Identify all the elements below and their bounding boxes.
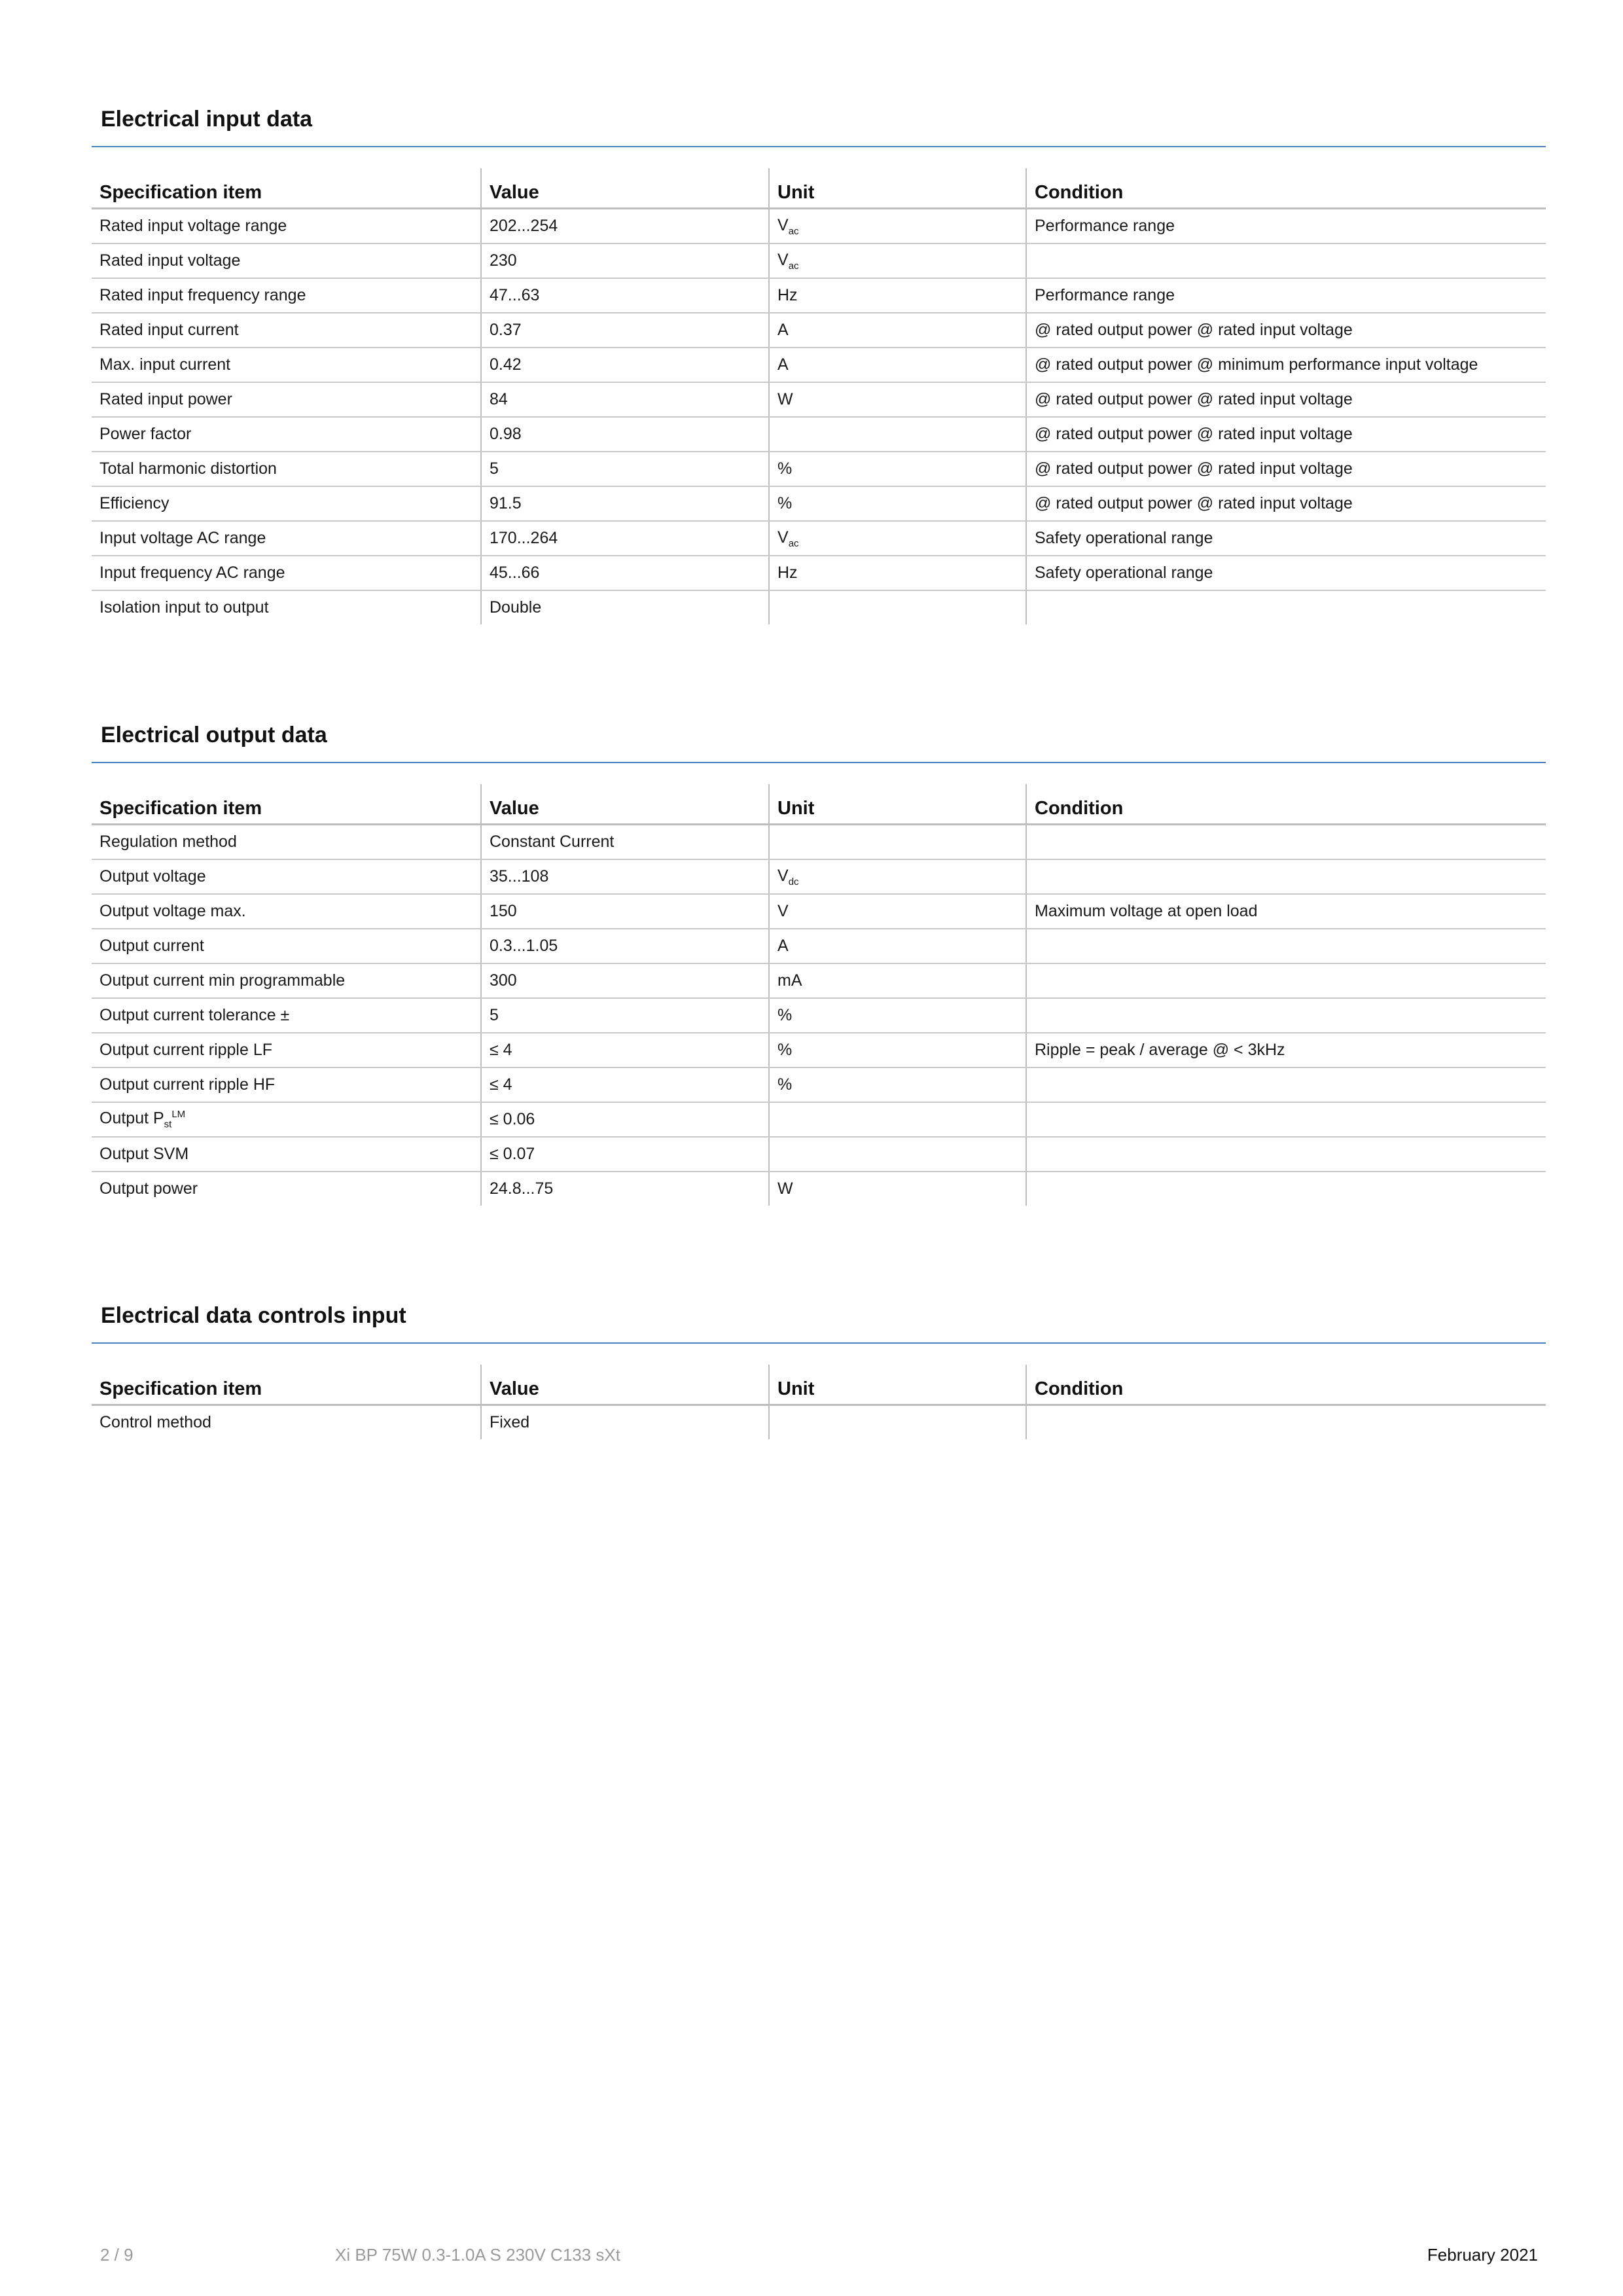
cell-spec-item-text: Power factor [99, 425, 192, 443]
cell-spec-item-text: Output current ripple LF [99, 1041, 273, 1059]
cell-value [481, 1033, 769, 1067]
footer-page-number: 2 / 9 [100, 2245, 134, 2265]
cell-spec-item [92, 963, 481, 998]
cell-spec-item-subscript: st [164, 1119, 172, 1130]
section-title: Electrical output data [92, 717, 1546, 763]
cell-unit [769, 1067, 1026, 1102]
cell-unit [769, 1102, 1026, 1137]
cell-spec-item-text: Output voltage [99, 867, 206, 886]
cell-value-text: 0.37 [490, 321, 522, 339]
cell-spec-item [92, 382, 481, 417]
cell-value [481, 1102, 769, 1137]
cell-value-text: Fixed [490, 1413, 530, 1431]
cell-spec-item [92, 590, 481, 624]
cell-value [481, 452, 769, 486]
cell-spec-item [92, 209, 481, 244]
cell-value [481, 209, 769, 244]
cell-condition [1026, 963, 1546, 998]
cell-value [481, 998, 769, 1033]
cell-condition-text: @ rated output power @ rated input voltage [1035, 321, 1353, 339]
cell-unit [769, 1172, 1026, 1206]
cell-value-text: ≤ 4 [490, 1075, 512, 1094]
cell-condition [1026, 243, 1546, 278]
cell-value-text: ≤ 4 [490, 1041, 512, 1059]
header-specification-item: Specification item [92, 1365, 481, 1405]
table-header-row [92, 784, 1546, 825]
cell-spec-item [92, 859, 481, 894]
cell-spec-item-text: Control method [99, 1413, 211, 1431]
cell-spec-item-text: Output current [99, 937, 204, 955]
cell-value [481, 556, 769, 590]
cell-value [481, 894, 769, 929]
cell-spec-item-text: Rated input current [99, 321, 239, 339]
cell-spec-item [92, 348, 481, 382]
header-condition: Condition [1026, 168, 1546, 209]
spec-table [92, 1365, 1546, 1439]
cell-unit [769, 825, 1026, 860]
cell-value-text: 150 [490, 902, 517, 920]
cell-spec-item [92, 825, 481, 860]
header-unit: Unit [769, 1365, 1026, 1405]
cell-value-text: 300 [490, 971, 517, 990]
cell-condition-text: @ rated output power @ rated input voltage [1035, 390, 1353, 408]
cell-unit [769, 963, 1026, 998]
cell-value-text: 35...108 [490, 867, 549, 886]
section-title: Electrical input data [92, 101, 1546, 147]
cell-unit-text: W [777, 1179, 793, 1198]
cell-unit-text: % [777, 459, 793, 478]
cell-value-text: 24.8...75 [490, 1179, 554, 1198]
cell-spec-item [92, 556, 481, 590]
cell-condition [1026, 929, 1546, 963]
cell-unit-text: V [777, 866, 789, 885]
cell-value [481, 929, 769, 963]
cell-value [481, 1172, 769, 1206]
table-row [92, 1405, 1546, 1440]
cell-value [481, 1137, 769, 1172]
table-row [92, 313, 1546, 348]
cell-spec-item [92, 452, 481, 486]
cell-value-text: 45...66 [490, 564, 540, 582]
cell-spec-item [92, 278, 481, 313]
cell-condition [1026, 1405, 1546, 1440]
cell-condition [1026, 1102, 1546, 1137]
cell-unit [769, 452, 1026, 486]
cell-value-text: 170...264 [490, 529, 558, 547]
cell-condition [1026, 348, 1546, 382]
cell-spec-item-text: Output current min programmable [99, 971, 346, 990]
section-electrical-input-data [92, 101, 1546, 624]
cell-spec-item-text: Input frequency AC range [99, 564, 285, 582]
cell-unit-subscript: ac [788, 260, 799, 272]
cell-spec-item [92, 417, 481, 452]
table-row [92, 1137, 1546, 1172]
cell-value [481, 348, 769, 382]
cell-condition [1026, 590, 1546, 624]
cell-value [481, 486, 769, 521]
header-unit: Unit [769, 784, 1026, 825]
cell-condition [1026, 556, 1546, 590]
cell-value-text: 91.5 [490, 494, 522, 512]
table-row [92, 382, 1546, 417]
cell-condition [1026, 859, 1546, 894]
cell-spec-item [92, 1067, 481, 1102]
cell-spec-item [92, 313, 481, 348]
cell-condition-text: Performance range [1035, 286, 1175, 304]
cell-unit [769, 556, 1026, 590]
cell-unit [769, 1033, 1026, 1067]
table-row [92, 894, 1546, 929]
header-specification-item: Specification item [92, 784, 481, 825]
cell-spec-item-text: Output P [99, 1109, 164, 1128]
cell-unit [769, 486, 1026, 521]
cell-value [481, 521, 769, 556]
cell-condition [1026, 278, 1546, 313]
table-row [92, 1033, 1546, 1067]
table-row [92, 243, 1546, 278]
cell-condition-text: Maximum voltage at open load [1035, 902, 1258, 920]
cell-spec-item-text: Rated input voltage range [99, 217, 287, 235]
cell-value-text: ≤ 0.06 [490, 1110, 535, 1128]
table-row [92, 1102, 1546, 1137]
footer-date: February 2021 [1427, 2245, 1538, 2265]
cell-unit-text: % [777, 1041, 793, 1059]
cell-spec-item-text: Output SVM [99, 1145, 189, 1163]
cell-spec-item [92, 1033, 481, 1067]
cell-spec-item-text: Rated input frequency range [99, 286, 306, 304]
cell-condition [1026, 452, 1546, 486]
cell-spec-item-text: Rated input voltage [99, 251, 241, 270]
cell-condition-text: @ rated output power @ rated input voltage [1035, 425, 1353, 443]
cell-unit [769, 1137, 1026, 1172]
cell-spec-item-text: Input voltage AC range [99, 529, 266, 547]
cell-value [481, 417, 769, 452]
table-row [92, 859, 1546, 894]
cell-unit [769, 313, 1026, 348]
cell-condition [1026, 894, 1546, 929]
cell-value [481, 859, 769, 894]
header-value: Value [481, 784, 769, 825]
cell-value-text: 202...254 [490, 217, 558, 235]
cell-value [481, 382, 769, 417]
table-row [92, 521, 1546, 556]
cell-condition [1026, 521, 1546, 556]
table-header-row [92, 168, 1546, 209]
cell-condition [1026, 1067, 1546, 1102]
cell-value [481, 313, 769, 348]
cell-spec-item-text: Rated input power [99, 390, 232, 408]
table-row [92, 1172, 1546, 1206]
cell-unit-subscript: ac [788, 225, 799, 237]
cell-condition-text: @ rated output power @ rated input voltage [1035, 459, 1353, 478]
cell-spec-item-text: Isolation input to output [99, 598, 269, 617]
cell-spec-item-text: Output power [99, 1179, 198, 1198]
cell-condition-text: Safety operational range [1035, 529, 1213, 547]
cell-value-text: Double [490, 598, 542, 617]
table-row [92, 486, 1546, 521]
cell-spec-item [92, 521, 481, 556]
cell-spec-item-text: Output voltage max. [99, 902, 246, 920]
cell-spec-item-text: Efficiency [99, 494, 169, 512]
cell-unit [769, 894, 1026, 929]
footer-product-name: Xi BP 75W 0.3-1.0A S 230V C133 sXt [335, 2245, 620, 2265]
cell-condition-text: Performance range [1035, 217, 1175, 235]
cell-spec-item-superscript: LM [171, 1109, 186, 1121]
cell-unit-subscript: dc [788, 876, 799, 888]
cell-spec-item-text: Max. input current [99, 355, 231, 374]
table-header-row [92, 1365, 1546, 1405]
cell-unit-text: Hz [777, 564, 798, 582]
header-specification-item: Specification item [92, 168, 481, 209]
cell-value [481, 590, 769, 624]
cell-unit [769, 243, 1026, 278]
header-value: Value [481, 1365, 769, 1405]
table-row [92, 556, 1546, 590]
cell-spec-item [92, 929, 481, 963]
cell-unit-text: V [777, 250, 789, 269]
cell-spec-item [92, 243, 481, 278]
cell-condition [1026, 313, 1546, 348]
cell-condition [1026, 417, 1546, 452]
cell-unit [769, 278, 1026, 313]
table-row [92, 1067, 1546, 1102]
cell-spec-item [92, 998, 481, 1033]
cell-condition [1026, 382, 1546, 417]
cell-condition [1026, 1033, 1546, 1067]
cell-condition-text: Safety operational range [1035, 564, 1213, 582]
cell-unit-text: % [777, 1075, 793, 1094]
cell-unit-text: A [777, 355, 789, 374]
cell-value [481, 243, 769, 278]
cell-spec-item [92, 1172, 481, 1206]
cell-unit [769, 348, 1026, 382]
cell-spec-item-text: Output current tolerance ± [99, 1006, 290, 1024]
cell-unit [769, 209, 1026, 244]
section-title: Electrical data controls input [92, 1298, 1546, 1344]
table-row [92, 929, 1546, 963]
cell-value-text: 230 [490, 251, 517, 270]
cell-unit [769, 382, 1026, 417]
cell-value-text: 0.42 [490, 355, 522, 374]
cell-spec-item [92, 1137, 481, 1172]
cell-unit-text: A [777, 321, 789, 339]
cell-unit [769, 998, 1026, 1033]
table-row [92, 417, 1546, 452]
cell-unit-text: W [777, 390, 793, 408]
spec-table [92, 168, 1546, 624]
cell-value-text: 5 [490, 459, 499, 478]
cell-value [481, 963, 769, 998]
table-row [92, 590, 1546, 624]
cell-value-text: Constant Current [490, 833, 615, 851]
cell-condition [1026, 825, 1546, 860]
cell-condition-text: @ rated output power @ rated input voltage [1035, 494, 1353, 512]
cell-unit-text: V [777, 215, 789, 234]
section-electrical-data-controls-input [92, 1298, 1546, 1439]
cell-unit-text: V [777, 528, 789, 547]
cell-value [481, 1405, 769, 1440]
cell-condition [1026, 998, 1546, 1033]
table-row [92, 209, 1546, 244]
cell-spec-item [92, 1405, 481, 1440]
cell-value-text: 47...63 [490, 286, 540, 304]
table-row [92, 348, 1546, 382]
header-condition: Condition [1026, 1365, 1546, 1405]
cell-value [481, 1067, 769, 1102]
cell-unit-text: % [777, 1006, 793, 1024]
cell-spec-item [92, 894, 481, 929]
cell-unit [769, 859, 1026, 894]
cell-unit [769, 417, 1026, 452]
cell-unit-text: Hz [777, 286, 798, 304]
table-row [92, 825, 1546, 860]
cell-spec-item [92, 486, 481, 521]
cell-condition-text: @ rated output power @ minimum performance input voltage [1035, 355, 1478, 374]
cell-spec-item-text: Output current ripple HF [99, 1075, 276, 1094]
cell-unit-text: V [777, 902, 789, 920]
header-unit: Unit [769, 168, 1026, 209]
cell-value-text: 0.3...1.05 [490, 937, 558, 955]
cell-condition [1026, 209, 1546, 244]
cell-condition [1026, 1172, 1546, 1206]
cell-unit [769, 1405, 1026, 1440]
cell-unit-text: % [777, 494, 793, 512]
cell-unit-text: mA [777, 971, 802, 990]
cell-unit [769, 929, 1026, 963]
header-condition: Condition [1026, 784, 1546, 825]
cell-spec-item [92, 1102, 481, 1137]
cell-condition-text: Ripple = peak / average @ < 3kHz [1035, 1041, 1285, 1059]
cell-condition [1026, 1137, 1546, 1172]
cell-value-text: ≤ 0.07 [490, 1145, 535, 1163]
table-row [92, 452, 1546, 486]
header-value: Value [481, 168, 769, 209]
cell-unit-text: A [777, 937, 789, 955]
spec-table [92, 784, 1546, 1206]
cell-value-text: 5 [490, 1006, 499, 1024]
cell-value [481, 825, 769, 860]
cell-value-text: 84 [490, 390, 508, 408]
cell-spec-item-text: Regulation method [99, 833, 237, 851]
cell-unit [769, 521, 1026, 556]
section-electrical-output-data [92, 717, 1546, 1206]
table-row [92, 278, 1546, 313]
cell-unit-subscript: ac [788, 537, 799, 549]
cell-spec-item-text: Total harmonic distortion [99, 459, 277, 478]
cell-unit [769, 590, 1026, 624]
table-row [92, 963, 1546, 998]
cell-condition [1026, 486, 1546, 521]
cell-value [481, 278, 769, 313]
cell-value-text: 0.98 [490, 425, 522, 443]
table-row [92, 998, 1546, 1033]
